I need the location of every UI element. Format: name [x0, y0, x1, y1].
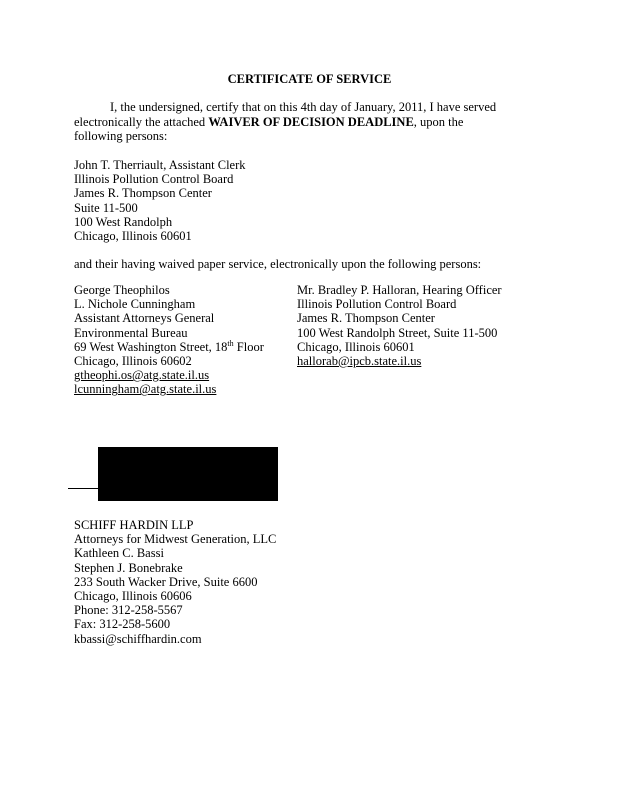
waived-service-line: and their having waived paper service, electronically upon the following persons:: [74, 257, 482, 271]
ho-line: Chicago, Illinois 60601: [297, 339, 415, 354]
firm-phone: Phone: 312-258-5567: [74, 603, 183, 618]
firm-line: SCHIFF HARDIN LLP: [74, 518, 194, 532]
intro-text-after: , upon the following persons:: [74, 114, 464, 143]
ag-line: Assistant Attorneys General: [74, 311, 215, 326]
clerk-address-block: [74, 158, 246, 243]
clerk-line: John T. Therriault, Assistant Clerk: [74, 158, 246, 172]
ag-email-link[interactable]: gtheophi.os@atg.state.il.us: [74, 368, 210, 383]
clerk-line: Illinois Pollution Control Board: [74, 172, 234, 187]
firm-line: 233 South Wacker Drive, Suite 6600: [74, 574, 258, 589]
ag-line: L. Nichole Cunningham: [74, 297, 196, 312]
ho-email-link[interactable]: hallorab@ipcb.state.il.us: [297, 354, 422, 369]
ho-line: 100 West Randolph Street, Suite 11-500: [297, 325, 498, 340]
clerk-line: James R. Thompson Center: [74, 186, 212, 201]
firm-fax: Fax: 312-258-5600: [74, 617, 171, 632]
ag-line: George Theophilos: [74, 283, 170, 297]
hearing-officer-block: [297, 283, 502, 368]
ag-line: Environmental Bureau: [74, 325, 188, 340]
attorney-general-block: [74, 283, 264, 397]
firm-line: Chicago, Illinois 60606: [74, 589, 192, 604]
document-title: CERTIFICATE OF SERVICE: [227, 72, 392, 86]
ho-line: Illinois Pollution Control Board: [297, 297, 457, 312]
ag-street-prefix: 69 West Washington Street, 18: [74, 339, 228, 354]
ho-line: Mr. Bradley P. Halloran, Hearing Officer: [297, 283, 502, 297]
clerk-line: Chicago, Illinois 60601: [74, 229, 192, 244]
ag-street-suffix: Floor: [233, 339, 264, 354]
ag-city-line: Chicago, Illinois 60602: [74, 354, 192, 369]
ag-street-line: [74, 340, 264, 354]
ho-line: James R. Thompson Center: [297, 311, 435, 326]
intro-paragraph: [74, 100, 514, 144]
redacted-signature: [98, 447, 278, 501]
firm-line: Kathleen C. Bassi: [74, 546, 164, 561]
firm-signature-block: [74, 518, 276, 646]
clerk-line: 100 West Randolph: [74, 214, 173, 229]
firm-line: Attorneys for Midwest Generation, LLC: [74, 532, 277, 547]
firm-line: Stephen J. Bonebrake: [74, 560, 183, 575]
ag-street-superscript: th: [227, 338, 234, 348]
signature-line: [68, 488, 98, 489]
ag-email-link[interactable]: lcunningham@atg.state.il.us: [74, 382, 217, 397]
intro-text-before: I, the undersigned, certify that on this 4th day of January, 2011, I have served electronically the attached: [74, 100, 497, 129]
clerk-line: Suite 11-500: [74, 200, 138, 215]
firm-email[interactable]: kbassi@schiffhardin.com: [74, 631, 202, 646]
document-name: WAIVER OF DECISION DEADLINE: [208, 114, 414, 129]
